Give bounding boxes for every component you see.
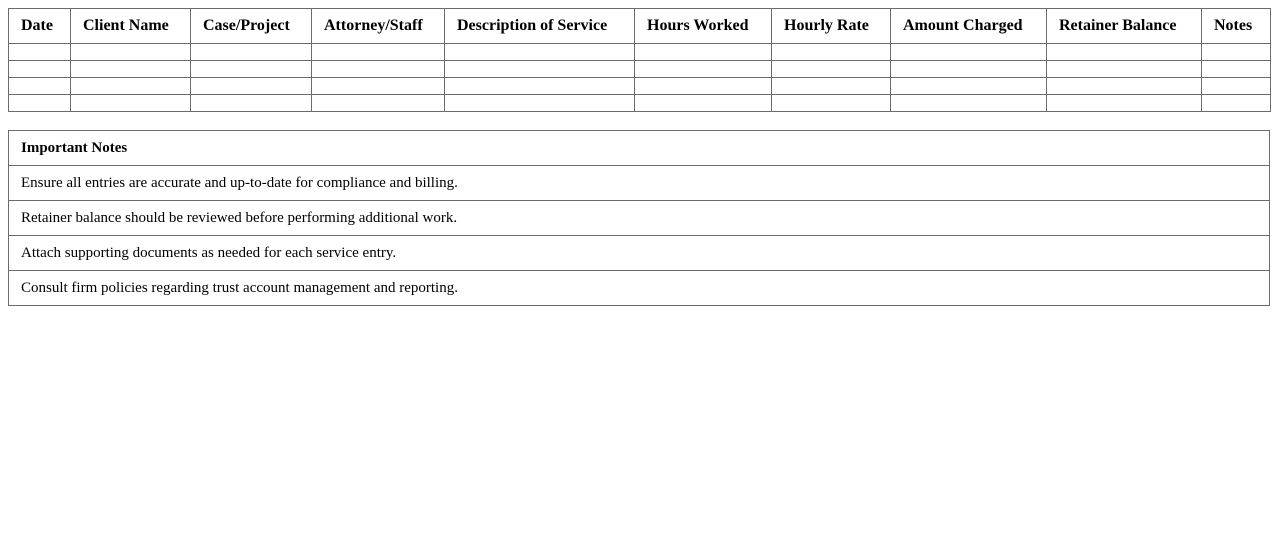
note-text: Consult firm policies regarding trust account management and reporting.	[9, 271, 1270, 306]
table-cell[interactable]	[9, 95, 71, 112]
table-cell[interactable]	[9, 78, 71, 95]
table-cell[interactable]	[71, 61, 191, 78]
note-text: Ensure all entries are accurate and up-to-date for compliance and billing.	[9, 166, 1270, 201]
table-cell[interactable]	[635, 44, 772, 61]
notes-title: Important Notes	[9, 131, 1270, 166]
table-cell[interactable]	[1047, 95, 1202, 112]
notes-header-row	[9, 131, 1270, 166]
table-row	[9, 95, 1271, 112]
table-cell[interactable]	[635, 95, 772, 112]
list-item	[9, 166, 1270, 201]
table-cell[interactable]	[1202, 95, 1271, 112]
table-row	[9, 44, 1271, 61]
table-cell[interactable]	[71, 95, 191, 112]
column-header-amount-charged: Amount Charged	[891, 9, 1047, 44]
list-item	[9, 236, 1270, 271]
table-cell[interactable]	[191, 44, 312, 61]
table-cell[interactable]	[1202, 61, 1271, 78]
document	[8, 8, 1270, 306]
table-cell[interactable]	[191, 61, 312, 78]
list-item	[9, 201, 1270, 236]
table-cell[interactable]	[772, 44, 891, 61]
table-cell[interactable]	[1047, 61, 1202, 78]
table-cell[interactable]	[891, 61, 1047, 78]
table-cell[interactable]	[891, 44, 1047, 61]
table-cell[interactable]	[9, 61, 71, 78]
table-cell[interactable]	[9, 44, 71, 61]
billing-ledger-table	[8, 8, 1271, 112]
table-cell[interactable]	[445, 44, 635, 61]
column-header-retainer-balance: Retainer Balance	[1047, 9, 1202, 44]
table-cell[interactable]	[191, 78, 312, 95]
table-cell[interactable]	[445, 78, 635, 95]
column-header-case-project: Case/Project	[191, 9, 312, 44]
note-text: Attach supporting documents as needed for each service entry.	[9, 236, 1270, 271]
important-notes-table	[8, 130, 1270, 306]
table-cell[interactable]	[635, 78, 772, 95]
table-cell[interactable]	[445, 95, 635, 112]
table-cell[interactable]	[312, 95, 445, 112]
table-row	[9, 78, 1271, 95]
table-header-row	[9, 9, 1271, 44]
table-cell[interactable]	[312, 61, 445, 78]
table-cell[interactable]	[772, 95, 891, 112]
table-cell[interactable]	[1202, 78, 1271, 95]
table-cell[interactable]	[312, 44, 445, 61]
column-header-description: Description of Service	[445, 9, 635, 44]
column-header-attorney-staff: Attorney/Staff	[312, 9, 445, 44]
column-header-hourly-rate: Hourly Rate	[772, 9, 891, 44]
table-cell[interactable]	[312, 78, 445, 95]
table-cell[interactable]	[71, 44, 191, 61]
table-cell[interactable]	[71, 78, 191, 95]
table-row	[9, 61, 1271, 78]
note-text: Retainer balance should be reviewed before performing additional work.	[9, 201, 1270, 236]
list-item	[9, 271, 1270, 306]
column-header-notes: Notes	[1202, 9, 1271, 44]
table-cell[interactable]	[445, 61, 635, 78]
table-cell[interactable]	[772, 78, 891, 95]
column-header-client-name: Client Name	[71, 9, 191, 44]
table-cell[interactable]	[635, 61, 772, 78]
column-header-hours-worked: Hours Worked	[635, 9, 772, 44]
column-header-date: Date	[9, 9, 71, 44]
table-cell[interactable]	[1047, 78, 1202, 95]
table-cell[interactable]	[891, 95, 1047, 112]
table-cell[interactable]	[1047, 44, 1202, 61]
table-cell[interactable]	[1202, 44, 1271, 61]
table-cell[interactable]	[191, 95, 312, 112]
table-cell[interactable]	[891, 78, 1047, 95]
table-cell[interactable]	[772, 61, 891, 78]
